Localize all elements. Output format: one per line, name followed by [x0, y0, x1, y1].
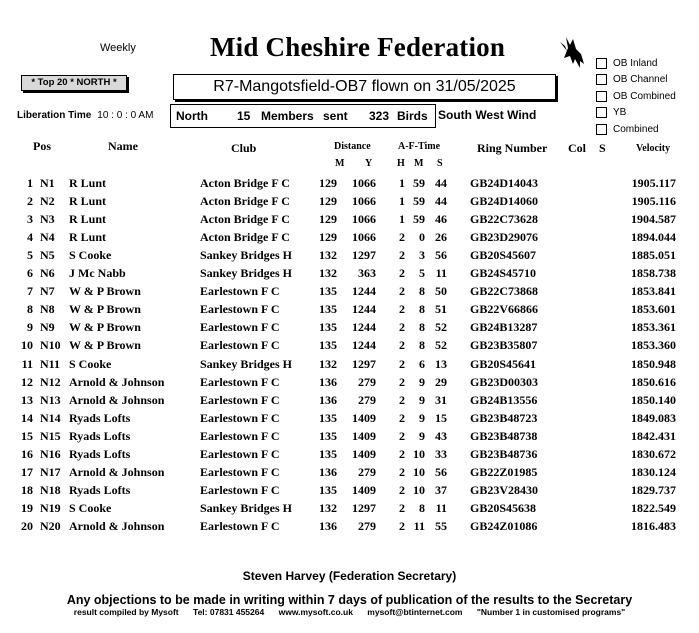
time-seconds: 56 [435, 464, 447, 479]
time-seconds: 44 [435, 176, 447, 190]
table-row [0, 411, 699, 429]
section-position: N12 [40, 374, 61, 389]
velocity: 1830.124 [631, 464, 676, 479]
col-name: Name [108, 139, 138, 153]
race-title: R7-Mangotsfield-OB7 flown on 31/05/2025 [173, 74, 556, 100]
checkbox-icon[interactable] [596, 74, 607, 85]
position: 12 [21, 374, 33, 389]
ring-number: GB24Z01086 [470, 518, 538, 533]
col-hours: H [397, 158, 405, 169]
table-row [0, 212, 699, 230]
time-minutes: 8 [419, 284, 425, 299]
table-row [0, 483, 699, 501]
top20-badge: * Top 20 * NORTH * [21, 75, 127, 91]
distance-yards: 1066 [352, 212, 376, 227]
section-position: N16 [40, 446, 61, 461]
option-label: YB [613, 107, 627, 119]
distance-miles: 136 [319, 518, 337, 533]
weekly-label: Weekly [100, 42, 136, 54]
position: 11 [21, 356, 33, 371]
velocity: 1830.672 [631, 446, 676, 461]
position: 13 [21, 392, 33, 407]
position: 6 [27, 266, 33, 281]
time-hours: 2 [399, 266, 405, 281]
distance-miles: 132 [319, 500, 337, 515]
section-position: N11 [40, 356, 61, 371]
distance-miles: 136 [319, 374, 337, 389]
distance-miles: 135 [319, 320, 337, 335]
table-row [0, 338, 699, 356]
col-ring-number: Ring Number [477, 141, 548, 155]
velocity: 1905.117 [631, 176, 676, 190]
table-row [0, 302, 699, 320]
col-yards: Y [365, 158, 373, 169]
website-link[interactable]: www.mysoft.co.uk [278, 607, 353, 617]
club-name: Acton Bridge F C [200, 230, 290, 245]
fancier-name: S Cooke [69, 356, 112, 371]
fancier-name: Ryads Lofts [69, 410, 131, 425]
fancier-name: R Lunt [69, 176, 107, 190]
position: 17 [21, 464, 33, 479]
time-hours: 2 [399, 482, 405, 497]
time-seconds: 29 [435, 374, 447, 389]
time-minutes: 3 [419, 248, 425, 263]
fancier-name: Arnold & Johnson [69, 464, 165, 479]
distance-miles: 135 [319, 482, 337, 497]
time-minutes: 9 [419, 392, 425, 407]
club-name: Earlestown F C [200, 446, 280, 461]
table-row [0, 194, 699, 212]
time-hours: 1 [399, 194, 405, 209]
distance-miles: 135 [319, 410, 337, 425]
time-hours: 2 [399, 374, 405, 389]
distance-yards: 1297 [352, 500, 376, 515]
distance-yards: 1409 [352, 410, 376, 425]
velocity: 1894.044 [631, 230, 676, 245]
wind-direction: South West Wind [438, 108, 537, 122]
fancier-name: R Lunt [69, 194, 107, 209]
ring-number: GB20S45641 [470, 356, 537, 371]
pigeon-logo-icon [558, 34, 588, 72]
time-minutes: 11 [413, 518, 425, 533]
col-club: Club [231, 141, 257, 155]
distance-yards: 1066 [352, 194, 376, 209]
distance-yards: 1409 [352, 446, 376, 461]
section-info-box [170, 104, 436, 128]
ring-number: GB23B48736 [470, 446, 538, 461]
option-ob-channel[interactable] [596, 72, 676, 89]
option-ob-combined[interactable] [596, 88, 676, 105]
col-miles: M [335, 158, 345, 169]
time-seconds: 46 [435, 212, 447, 227]
table-row [0, 230, 699, 248]
table-row [0, 176, 699, 194]
fancier-name: Ryads Lofts [69, 446, 131, 461]
distance-miles: 129 [319, 176, 337, 190]
time-seconds: 11 [435, 266, 447, 281]
ring-number: GB24D14043 [470, 176, 539, 190]
table-row [0, 447, 699, 465]
option-label: OB Channel [613, 74, 668, 86]
option-ob-inland[interactable] [596, 55, 676, 72]
section-position: N20 [40, 518, 61, 533]
distance-miles: 132 [319, 356, 337, 371]
time-minutes: 8 [419, 320, 425, 335]
time-hours: 1 [399, 212, 405, 227]
time-hours: 2 [399, 248, 405, 263]
section-position: N10 [40, 338, 61, 353]
position: 16 [21, 446, 33, 461]
distance-miles: 135 [319, 446, 337, 461]
table-row [0, 266, 699, 284]
distance-yards: 1244 [352, 284, 376, 299]
distance-yards: 363 [358, 266, 376, 281]
time-seconds: 50 [435, 284, 447, 299]
position: 7 [27, 284, 33, 299]
distance-yards: 1244 [352, 320, 376, 335]
fancier-name: R Lunt [69, 230, 107, 245]
velocity: 1842.431 [631, 428, 676, 443]
option-label: Combined [613, 123, 659, 135]
distance-miles: 132 [319, 248, 337, 263]
velocity: 1853.361 [631, 320, 676, 335]
distance-yards: 1244 [352, 302, 376, 317]
time-hours: 2 [399, 464, 405, 479]
time-minutes: 59 [413, 212, 425, 227]
distance-yards: 1297 [352, 248, 376, 263]
ring-number: GB20S45607 [470, 248, 537, 263]
time-hours: 2 [399, 392, 405, 407]
table-row [0, 501, 699, 519]
time-seconds: 51 [435, 302, 447, 317]
fancier-name: J Mc Nabb [69, 266, 126, 281]
distance-miles: 129 [319, 212, 337, 227]
fancier-name: Arnold & Johnson [69, 374, 165, 389]
velocity: 1822.549 [631, 500, 676, 515]
distance-yards: 1409 [352, 428, 376, 443]
section-position: N7 [40, 284, 55, 299]
time-hours: 2 [399, 518, 405, 533]
ring-number: GB23B35807 [470, 338, 538, 353]
col-colour: Col [568, 141, 586, 155]
birds-label: Birds [397, 109, 428, 123]
club-name: Earlestown F C [200, 410, 280, 425]
distance-miles: 135 [319, 284, 337, 299]
fancier-name: Ryads Lofts [69, 428, 131, 443]
club-name: Sankey Bridges H [200, 500, 293, 515]
fancier-name: W & P Brown [69, 284, 141, 299]
table-row [0, 320, 699, 338]
velocity: 1829.737 [631, 482, 676, 497]
checkbox-icon[interactable] [596, 107, 607, 118]
birds-count: 323 [369, 109, 390, 123]
section-position: N3 [40, 212, 55, 227]
col-pos: Pos [33, 139, 51, 153]
club-name: Earlestown F C [200, 284, 280, 299]
club-name: Sankey Bridges H [200, 248, 293, 263]
secretary-name: Steven Harvey (Federation Secretary) [242, 569, 457, 583]
col-velocity: Velocity [636, 143, 671, 154]
ring-number: GB24S45710 [470, 266, 537, 281]
position: 4 [27, 230, 33, 245]
velocity: 1816.483 [631, 518, 676, 533]
time-seconds: 44 [435, 194, 447, 209]
section-position: N17 [40, 464, 61, 479]
fancier-name: S Cooke [69, 248, 112, 263]
table-row [0, 284, 699, 302]
club-name: Sankey Bridges H [200, 266, 293, 281]
ring-number: GB22C73628 [470, 212, 539, 227]
section-position: N2 [40, 194, 55, 209]
distance-miles: 132 [319, 266, 337, 281]
distance-yards: 1297 [352, 356, 376, 371]
table-row [0, 393, 699, 411]
sent-label: sent [323, 109, 348, 123]
col-seconds: S [437, 158, 443, 169]
col-minutes: M [414, 158, 424, 169]
email-link[interactable]: mysoft@btinternet.com [367, 607, 463, 617]
velocity: 1904.587 [631, 212, 676, 227]
time-seconds: 37 [435, 482, 447, 497]
time-minutes: 5 [419, 266, 425, 281]
velocity: 1853.360 [631, 338, 676, 353]
time-hours: 2 [399, 338, 405, 353]
time-hours: 2 [399, 500, 405, 515]
section-position: N6 [40, 266, 55, 281]
fancier-name: W & P Brown [69, 320, 141, 335]
ring-number: GB23B48723 [470, 410, 538, 425]
fancier-name: Ryads Lofts [69, 482, 131, 497]
checkbox-icon[interactable] [596, 91, 607, 102]
time-seconds: 52 [435, 320, 447, 335]
members-count: 15 [237, 109, 251, 123]
section-position: N18 [40, 482, 61, 497]
liberation-value: 10 : 0 : 0 AM [97, 110, 154, 121]
section-position: N5 [40, 248, 55, 263]
club-name: Earlestown F C [200, 518, 280, 533]
slogan: "Number 1 in customised programs" [476, 607, 626, 617]
club-name: Earlestown F C [200, 464, 280, 479]
table-row [0, 375, 699, 393]
time-seconds: 11 [435, 500, 447, 515]
velocity: 1850.948 [631, 356, 676, 371]
time-hours: 2 [399, 320, 405, 335]
time-seconds: 26 [435, 230, 447, 245]
time-hours: 2 [399, 356, 405, 371]
club-name: Earlestown F C [200, 482, 280, 497]
distance-miles: 135 [319, 338, 337, 353]
time-hours: 2 [399, 428, 405, 443]
club-name: Earlestown F C [200, 392, 280, 407]
position: 1 [27, 176, 33, 190]
ring-number: GB22V66866 [470, 302, 539, 317]
distance-miles: 129 [319, 194, 337, 209]
velocity: 1853.601 [631, 302, 676, 317]
time-minutes: 10 [413, 464, 425, 479]
distance-miles: 136 [319, 464, 337, 479]
table-row [0, 519, 699, 537]
club-name: Earlestown F C [200, 302, 280, 317]
table-row [0, 465, 699, 483]
position: 20 [21, 518, 33, 533]
position: 2 [27, 194, 33, 209]
phone-number: Tel: 07831 455264 [193, 607, 265, 617]
race-type-options [596, 55, 676, 138]
ring-number: GB23D00303 [470, 374, 539, 389]
compiled-by-line [0, 607, 699, 617]
time-minutes: 9 [419, 410, 425, 425]
section-position: N8 [40, 302, 55, 317]
liberation-time [17, 110, 153, 121]
checkbox-icon[interactable] [596, 58, 607, 69]
distance-yards: 279 [358, 464, 376, 479]
time-minutes: 9 [419, 374, 425, 389]
time-hours: 2 [399, 410, 405, 425]
distance-miles: 129 [319, 230, 337, 245]
club-name: Earlestown F C [200, 374, 280, 389]
federation-title: Mid Cheshire Federation [210, 32, 506, 62]
time-seconds: 33 [435, 446, 447, 461]
table-row [0, 248, 699, 266]
ring-number: GB24B13287 [470, 320, 538, 335]
fancier-name: Arnold & Johnson [69, 518, 165, 533]
section-position: N19 [40, 500, 61, 515]
time-seconds: 43 [435, 428, 447, 443]
section-position: N13 [40, 392, 61, 407]
velocity: 1905.116 [631, 194, 676, 209]
ring-number: GB20S45638 [470, 500, 537, 515]
distance-yards: 279 [358, 374, 376, 389]
option-label: OB Combined [613, 90, 676, 102]
time-hours: 2 [399, 302, 405, 317]
time-hours: 2 [399, 284, 405, 299]
position: 14 [21, 410, 33, 425]
distance-yards: 279 [358, 518, 376, 533]
position: 15 [21, 428, 33, 443]
time-minutes: 9 [419, 428, 425, 443]
col-sex: S [599, 141, 606, 155]
club-name: Acton Bridge F C [200, 176, 290, 190]
time-minutes: 8 [419, 500, 425, 515]
time-minutes: 8 [419, 338, 425, 353]
distance-yards: 1066 [352, 230, 376, 245]
time-minutes: 10 [413, 482, 425, 497]
liberation-label: Liberation Time [17, 110, 92, 121]
time-seconds: 13 [435, 356, 447, 371]
distance-miles: 136 [319, 392, 337, 407]
position: 10 [21, 338, 33, 353]
velocity: 1853.841 [631, 284, 676, 299]
time-minutes: 59 [413, 176, 425, 190]
distance-miles: 135 [319, 428, 337, 443]
distance-yards: 1066 [352, 176, 376, 190]
ring-number: GB22Z01985 [470, 464, 538, 479]
time-minutes: 10 [413, 446, 425, 461]
ring-number: GB24B13556 [470, 392, 538, 407]
time-minutes: 59 [413, 194, 425, 209]
time-seconds: 52 [435, 338, 447, 353]
velocity: 1858.738 [631, 266, 676, 281]
section-position: N14 [40, 410, 61, 425]
club-name: Earlestown F C [200, 428, 280, 443]
club-name: Acton Bridge F C [200, 212, 290, 227]
section-position: N15 [40, 428, 61, 443]
fancier-name: S Cooke [69, 500, 112, 515]
objections-notice: Any objections to be made in writing within 7 days of publication of the results to the Secretary [66, 593, 633, 607]
section-position: N9 [40, 320, 55, 335]
time-seconds: 55 [435, 518, 447, 533]
col-af-time: A-F-Time [398, 141, 441, 152]
option-yb[interactable] [596, 105, 676, 122]
position: 5 [27, 248, 33, 263]
time-hours: 1 [399, 176, 405, 190]
section-position: N4 [40, 230, 55, 245]
position: 3 [27, 212, 33, 227]
time-seconds: 15 [435, 410, 447, 425]
compiled-by: result compiled by Mysoft [73, 607, 179, 617]
club-name: Earlestown F C [200, 338, 280, 353]
section-name: North [176, 109, 208, 123]
table-row [0, 429, 699, 447]
position: 9 [27, 320, 33, 335]
club-name: Sankey Bridges H [200, 356, 293, 371]
distance-miles: 135 [319, 302, 337, 317]
time-hours: 2 [399, 446, 405, 461]
distance-yards: 1244 [352, 338, 376, 353]
ring-number: GB23D29076 [470, 230, 539, 245]
velocity: 1885.051 [631, 248, 676, 263]
fancier-name: Arnold & Johnson [69, 392, 165, 407]
ring-number: GB24D14060 [470, 194, 539, 209]
ring-number: GB22C73868 [470, 284, 539, 299]
ring-number: GB23V28430 [470, 482, 539, 497]
time-seconds: 31 [435, 392, 447, 407]
ring-number: GB23B48738 [470, 428, 538, 443]
table-row [0, 357, 699, 375]
distance-yards: 279 [358, 392, 376, 407]
distance-yards: 1409 [352, 482, 376, 497]
time-minutes: 8 [419, 302, 425, 317]
velocity: 1850.140 [631, 392, 676, 407]
fancier-name: R Lunt [69, 212, 107, 227]
position: 19 [21, 500, 33, 515]
time-minutes: 6 [419, 356, 425, 371]
position: 8 [27, 302, 33, 317]
time-minutes: 0 [419, 230, 425, 245]
section-position: N1 [40, 176, 55, 190]
col-distance: Distance [334, 141, 371, 152]
velocity: 1849.083 [631, 410, 676, 425]
position: 18 [21, 482, 33, 497]
members-label: Members [261, 109, 314, 123]
velocity: 1850.616 [631, 374, 676, 389]
option-label: OB Inland [613, 57, 658, 69]
checkbox-icon[interactable] [596, 124, 607, 135]
time-hours: 2 [399, 230, 405, 245]
fancier-name: W & P Brown [69, 338, 141, 353]
option-combined[interactable] [596, 121, 676, 138]
time-seconds: 56 [435, 248, 447, 263]
fancier-name: W & P Brown [69, 302, 141, 317]
club-name: Earlestown F C [200, 320, 280, 335]
club-name: Acton Bridge F C [200, 194, 290, 209]
